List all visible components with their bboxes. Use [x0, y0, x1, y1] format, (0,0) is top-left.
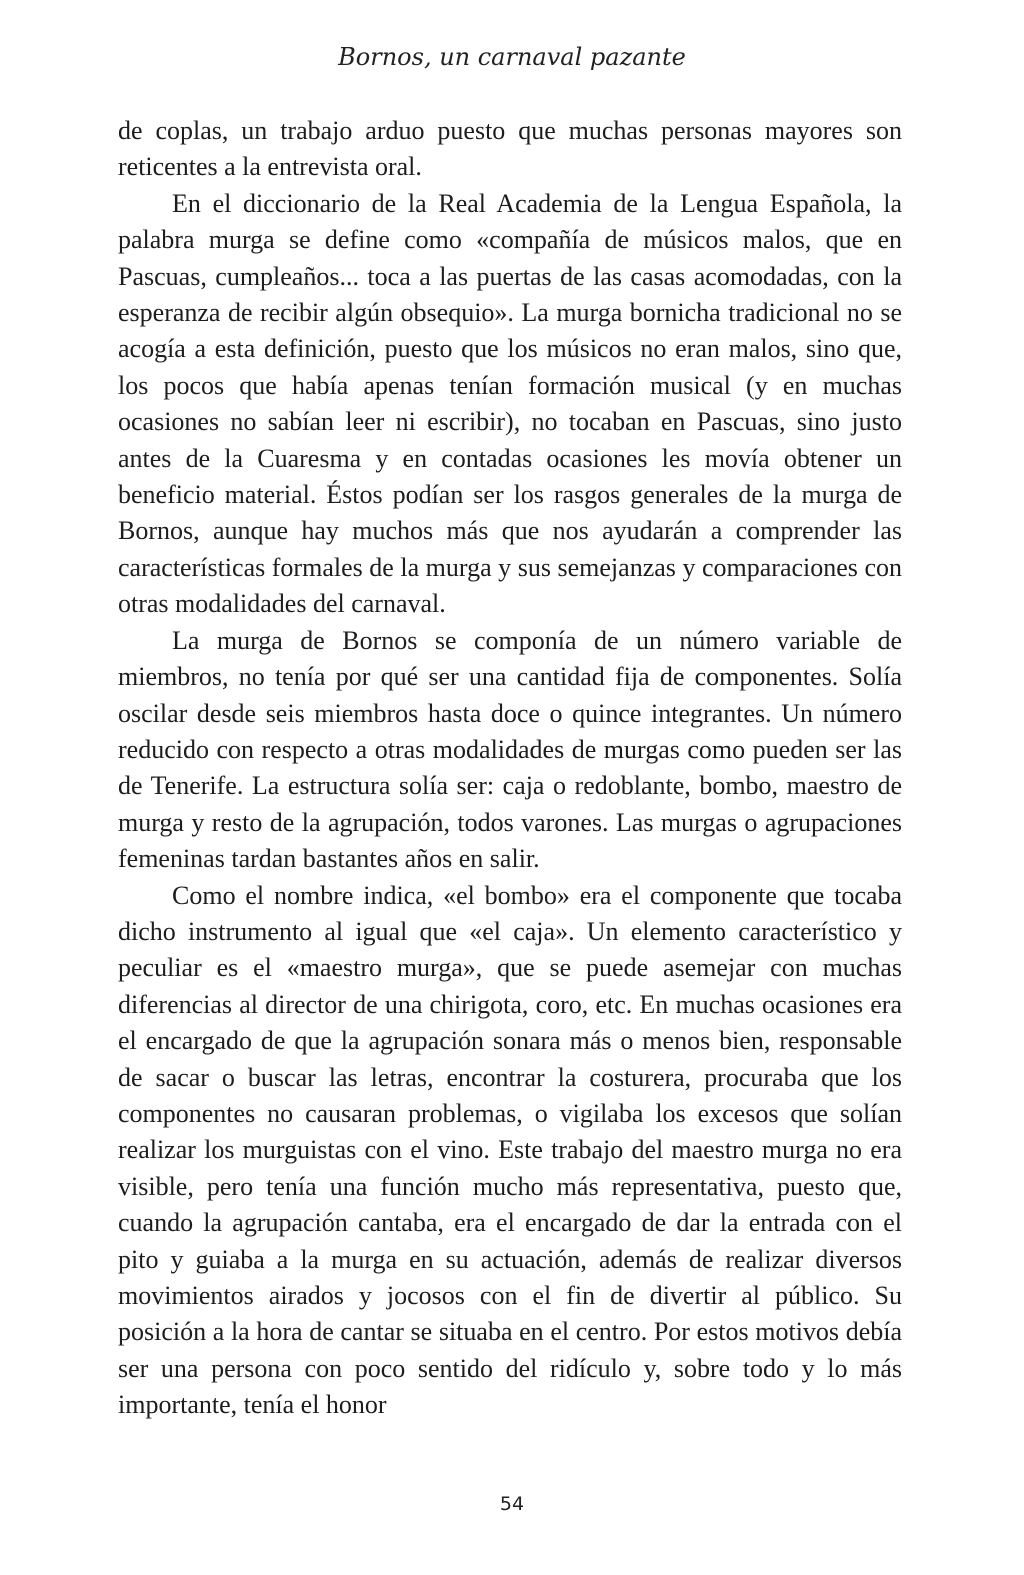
paragraph-maestro-murga: Como el nombre indica, «el bombo» era el componente que tocaba dicho instrumento al igual que «el caja». Un elemento característico y peculiar es el «maestro murga», que se puede asemejar con muchas diferencias al director de una chirigota, coro, etc. En muchas ocasiones era el encargado de que la agrupación sonara más o menos bien, responsable de sacar o buscar las letras, encontrar la costurera, procuraba que los componentes no causaran problemas, o vigilaba los excesos que solían realizar los murguistas con el vino. Este trabajo del maestro murga no era visible, pero tenía una función mucho más representativa, puesto que, cuando la agrupación cantaba, era el encargado de dar la entrada con el pito y guiaba a la murga en su actuación, además de realizar diversos movimientos airados y jocosos con el fin de divertir al público. Su posición a la hora de cantar se situaba en el centro. Por estos motivos debía ser una persona con poco sentido del ridículo y, sobre todo y lo más importante, tenía el honor	[118, 880, 902, 1420]
body-text	[118, 113, 902, 1424]
paragraph-continuation: de coplas, un trabajo arduo puesto que muchas personas mayores son reticentes a la entrevista oral.	[118, 116, 902, 182]
running-title: Bornos, un carnaval pazante	[338, 43, 686, 71]
paragraph-murga-definition: En el diccionario de la Real Academia de la Lengua Española, la palabra murga se define como «compañía de músicos malos, que en Pascuas, cumpleaños... toca a las puertas de las casas acomodadas, con la esperanza de recibir algún obsequio». La murga bornicha tradicional no se acogía a esta definición, puesto que los músicos no eran malos, sino que, los pocos que había apenas tenían formación musical (y en muchas ocasiones no sabían leer ni escribir), no tocaban en Pascuas, sino justo antes de la Cuaresma y en contadas ocasiones les movía obtener un beneficio material. Éstos podían ser los rasgos generales de la murga de Bornos, aunque hay muchos más que nos ayudarán a comprender las características formales de la murga y sus semejanzas y comparaciones con otras modalidades del carnaval.	[118, 188, 902, 619]
page-number: 54	[499, 1493, 525, 1515]
paragraph-murga-composition: La murga de Bornos se componía de un número variable de miembros, no tenía por qué ser una cantidad fija de componentes. Solía oscilar desde seis miembros hasta doce o quince integrantes. Un número reducido con respecto a otras modalidades de murgas como pueden ser las de Tenerife. La estructura solía ser: caja o redoblante, bombo, maestro de murga y resto de la agrupación, todos varones. Las murgas o agrupaciones femeninas tardan bastantes años en salir.	[118, 625, 902, 874]
